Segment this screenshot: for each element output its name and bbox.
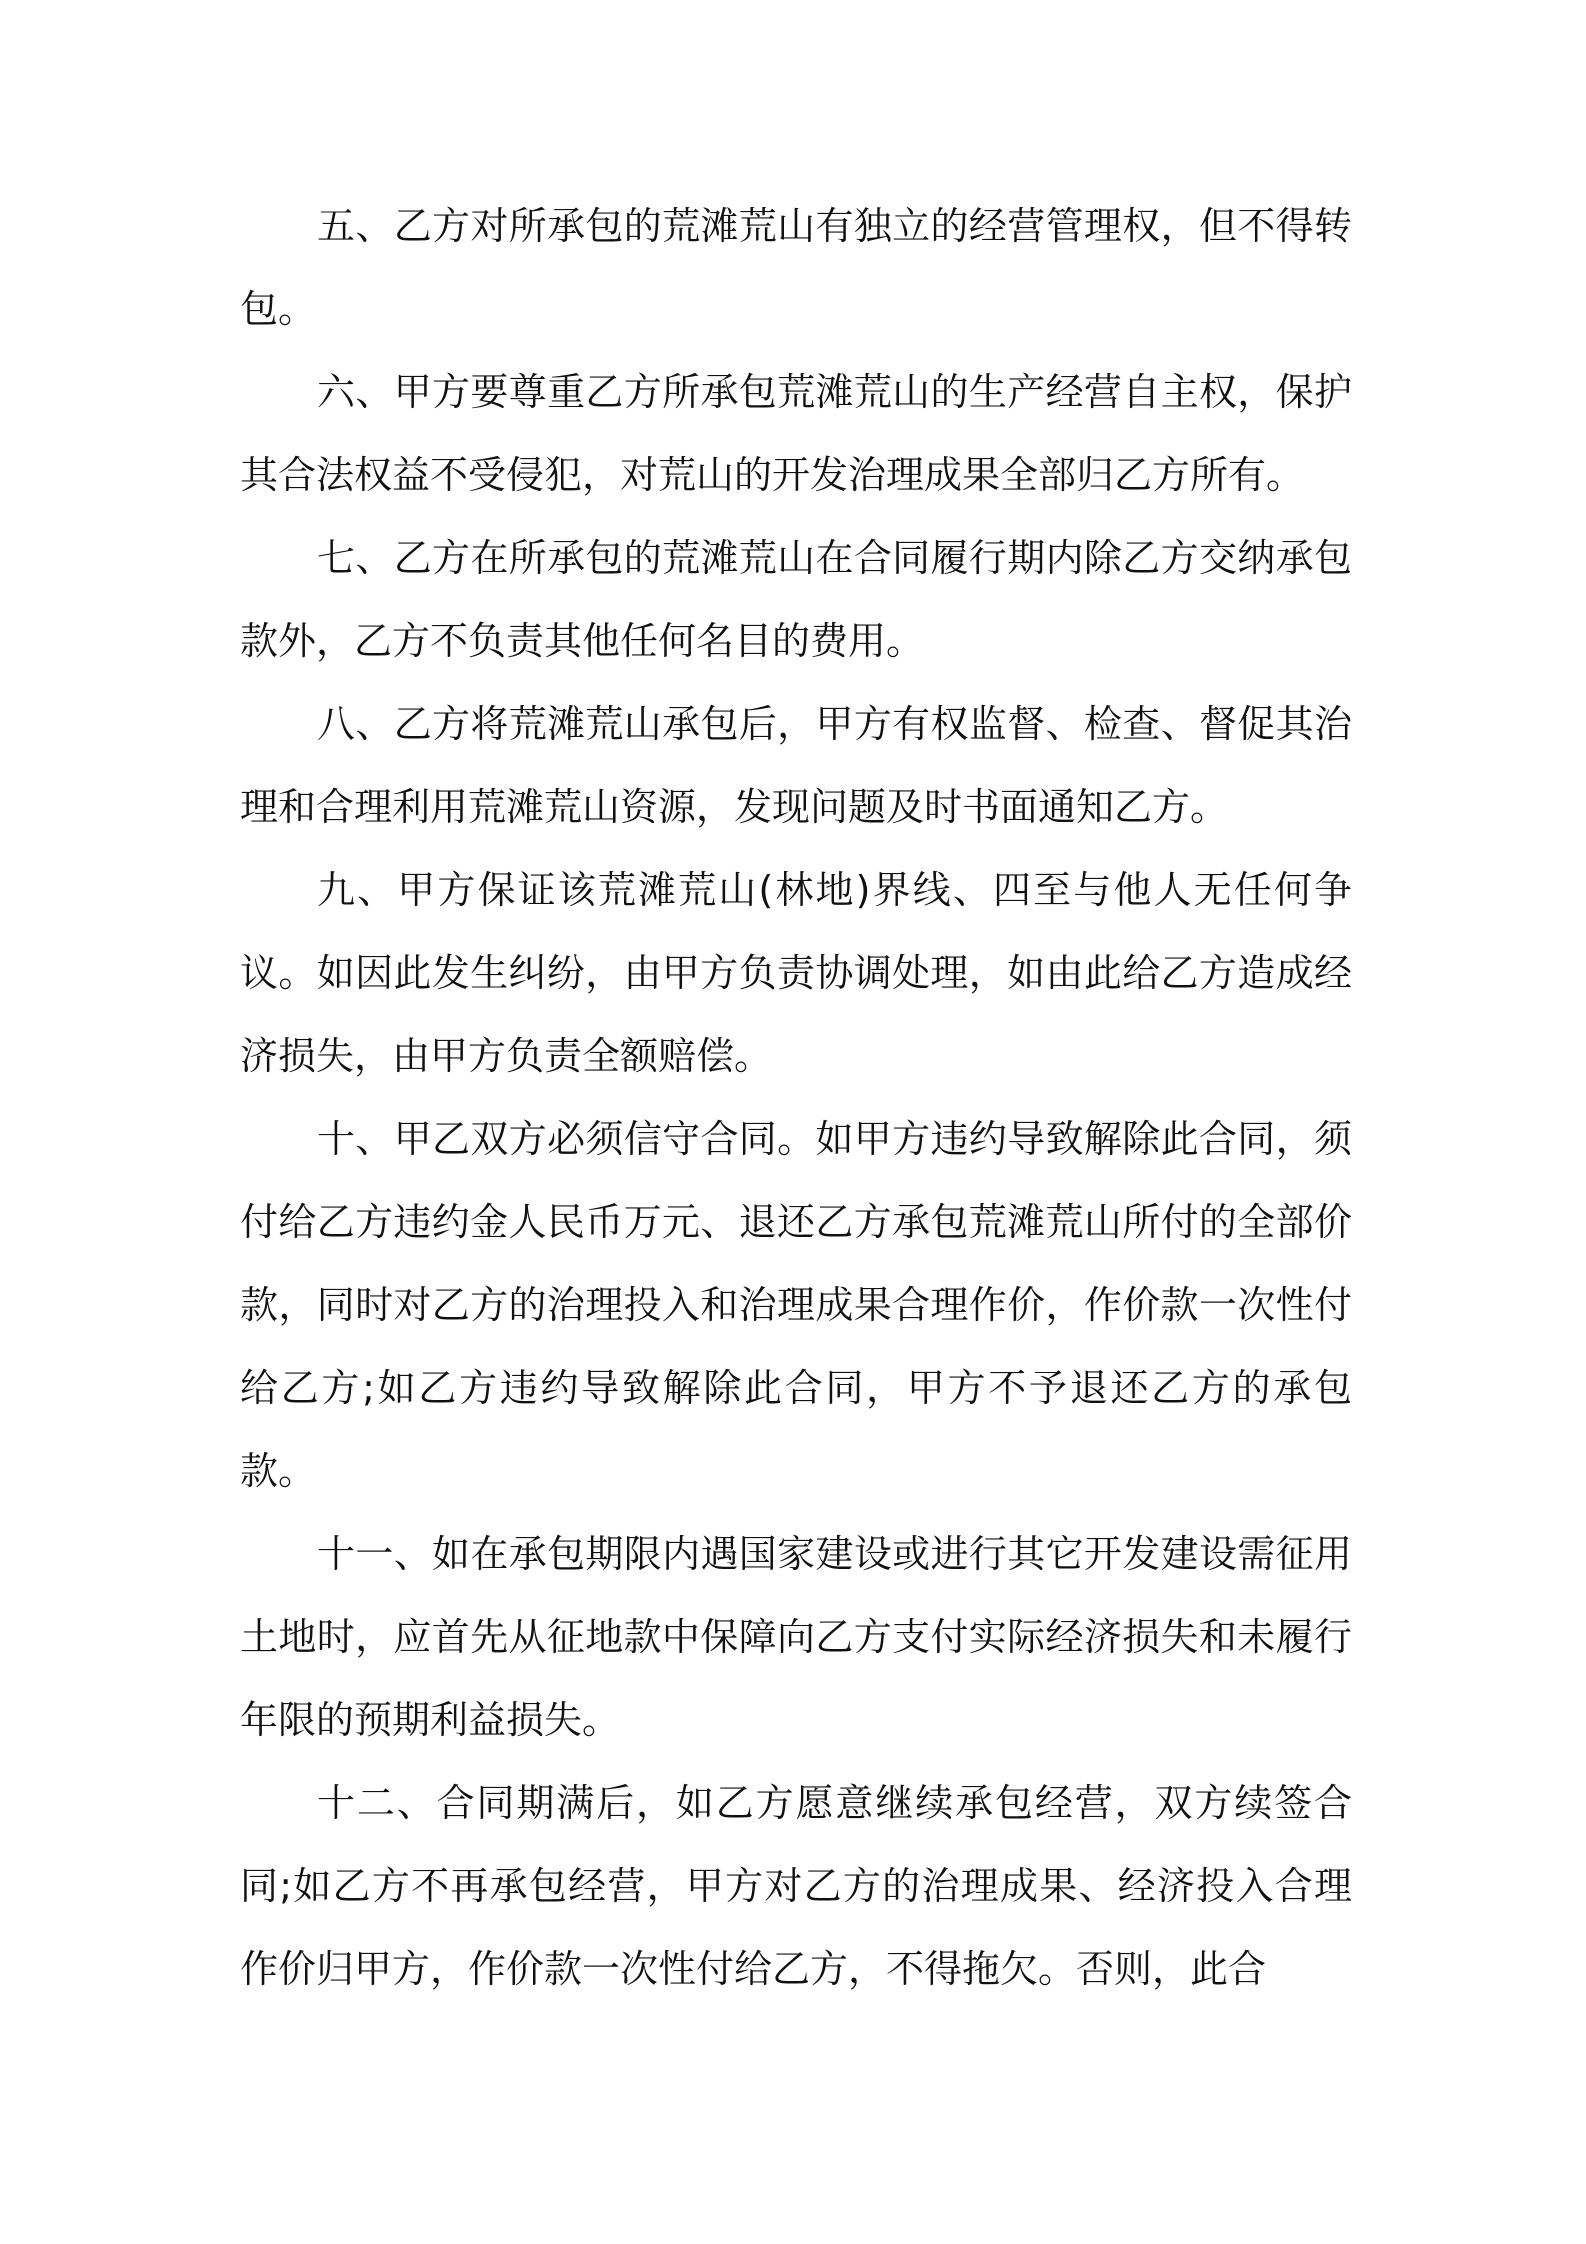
clause-10: 十、甲乙双方必须信守合同。如甲方违约导致解除此合同，须付给乙方违约金人民币万元、退还乙方承包荒滩荒山所付的全部价款，同时对乙方的治理投入和治理成果合理作价，作价款一次性付给乙方;如乙方违约导致解除此合同，甲方不予退还乙方的承包款。	[240, 1117, 1352, 1493]
clause-5: 五、乙方对所承包的荒滩荒山有独立的经营管理权，但不得转包。	[240, 204, 1352, 331]
clause-11: 十一、如在承包期限内遇国家建设或进行其它开发建设需征用土地时，应首先从征地款中保障向乙方支付实际经济损失和未履行年限的预期利益损失。	[240, 1532, 1352, 1742]
clause-6: 六、甲方要尊重乙方所承包荒滩荒山的生产经营自主权，保护其合法权益不受侵犯，对荒山的开发治理成果全部归乙方所有。	[240, 370, 1352, 497]
clause-7: 七、乙方在所承包的荒滩荒山在合同履行期内除乙方交纳承包款外，乙方不负责其他任何名目的费用。	[240, 536, 1352, 663]
document-body	[240, 185, 1352, 2011]
clause-8: 八、乙方将荒滩荒山承包后，甲方有权监督、检查、督促其治理和合理利用荒滩荒山资源，发现问题及时书面通知乙方。	[240, 702, 1352, 829]
clause-9: 九、甲方保证该荒滩荒山(林地)界线、四至与他人无任何争议。如因此发生纠纷，由甲方负责协调处理，如由此给乙方造成经济损失，由甲方负责全额赔偿。	[240, 868, 1352, 1078]
clause-12: 十二、合同期满后，如乙方愿意继续承包经营，双方续签合同;如乙方不再承包经营，甲方对乙方的治理成果、经济投入合理作价归甲方，作价款一次性付给乙方，不得拖欠。否则，此合	[240, 1781, 1352, 1991]
